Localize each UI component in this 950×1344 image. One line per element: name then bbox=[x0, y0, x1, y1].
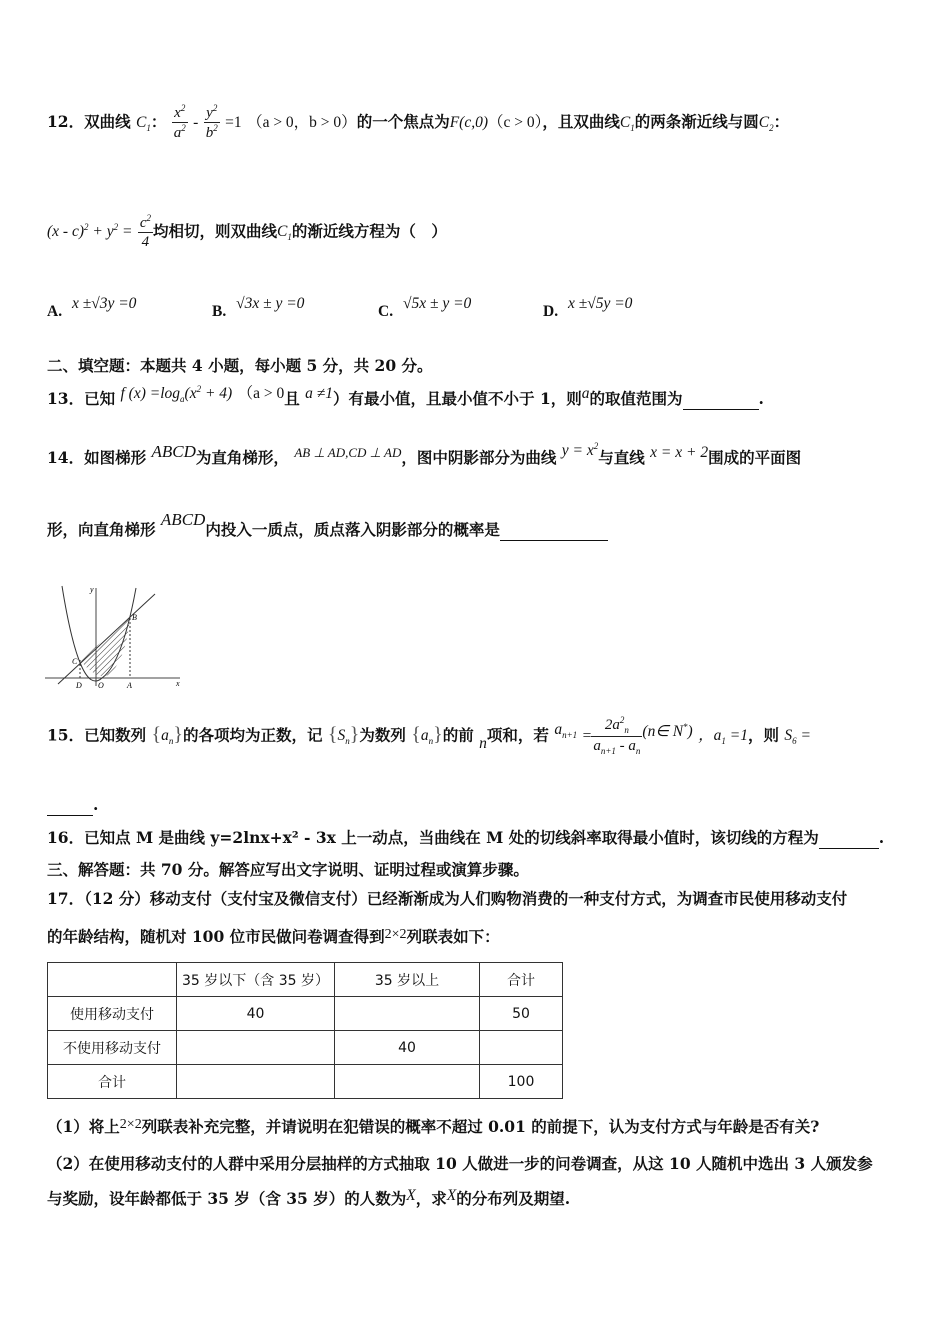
frac-c2-4: $\frac{c^2}{4}$ bbox=[139, 213, 152, 250]
table-cell: 35 岁以上 bbox=[335, 963, 480, 997]
table-cell bbox=[177, 1065, 335, 1099]
table-cell: 35 岁以下（含 35 岁） bbox=[177, 963, 335, 997]
q12-text-b: 的一个焦点为 bbox=[356, 111, 450, 131]
table-cell: 合计 bbox=[480, 963, 563, 997]
table-cell bbox=[335, 1065, 480, 1099]
contingency-table bbox=[47, 962, 563, 1099]
table-cell bbox=[48, 963, 177, 997]
q15-answer-blank bbox=[47, 796, 93, 816]
c1-symbol-3: $C_1$ bbox=[277, 223, 292, 243]
shaded-region bbox=[80, 618, 130, 676]
label-a: A bbox=[127, 681, 132, 690]
table-cell bbox=[335, 997, 480, 1031]
table-cell: 40 bbox=[177, 997, 335, 1031]
table-cell: 40 bbox=[335, 1031, 480, 1065]
q12-line2 bbox=[47, 214, 447, 251]
option-b: B. √3x ± y =0 bbox=[212, 295, 305, 320]
q14-answer-blank bbox=[500, 521, 608, 541]
option-c: C. √5x ± y =0 bbox=[378, 295, 472, 320]
q15-blank-line: . bbox=[47, 796, 98, 816]
table-cell: 100 bbox=[480, 1065, 563, 1099]
table-row bbox=[48, 997, 563, 1031]
q12-text-c: ，且双曲线 bbox=[542, 111, 620, 131]
table-cell bbox=[177, 1031, 335, 1065]
trapezoid-figure bbox=[40, 578, 190, 693]
c1-symbol-2: $C_1$ bbox=[619, 113, 635, 133]
q12-number: 12． bbox=[47, 111, 85, 131]
q13-answer-blank bbox=[683, 390, 759, 410]
q15-fraction: $\frac{2a^2_n}{a_{n+1} - a_n}$ bbox=[593, 715, 641, 756]
table-header-row bbox=[48, 963, 563, 997]
label-x: x bbox=[176, 679, 180, 688]
q14-line1: 14．如图梯形 ABCD为直角梯形， $^{AB \perp AD,CD \perp AD}$，图中阴影部分为曲线 $y = x^2$与直线 x = x + 2围成的平面图 bbox=[47, 440, 802, 467]
q17-line2: 的年龄结构，随机对 100 位市民做问卷调查得到2×2列联表如下： bbox=[47, 927, 500, 946]
table-cell: 使用移动支付 bbox=[48, 997, 177, 1031]
table-cell bbox=[480, 1031, 563, 1065]
label-c: C bbox=[72, 657, 78, 666]
q12-text: 双曲线 bbox=[84, 111, 131, 131]
q12-text-e: 均相切，则双曲线 bbox=[153, 221, 278, 241]
q12-cond: （a > 0，b > 0） bbox=[247, 113, 357, 131]
q12-text-f: 的渐近线方程为（ ） bbox=[291, 221, 447, 241]
table-row bbox=[48, 1065, 563, 1099]
q13: 13．已知 f $(x) =\log_a(x^2 + 4) (a > 0$且 a ≠1）有最小值，且最小值不小于 1，则a的取值范围为 . bbox=[47, 384, 764, 409]
q12-cond2: （c > 0） bbox=[488, 113, 543, 131]
table-cell: 50 bbox=[480, 997, 563, 1031]
label-d: D bbox=[76, 681, 82, 690]
c1-symbol: $C_1$ bbox=[136, 113, 151, 133]
q16-answer-blank bbox=[819, 829, 879, 849]
section-2-heading: 二、填空题：本题共 4 小题，每小题 5 分，共 20 分。 bbox=[47, 356, 433, 375]
q16: 16．已知点 M 是曲线 y=2lnx+x² - 3x 上一动点，当曲线在 M 处的切线斜率取得最小值时，该切线的方程为 . bbox=[47, 828, 885, 847]
q13-func: f $(x) =\log_a(x^2 + 4)$ bbox=[120, 384, 233, 405]
circle-eq: $(x - c)^2 + y^2$ = bbox=[47, 222, 133, 241]
q14-line2: 形，向直角梯形 ABCD内投入一质点，质点落入阴影部分的概率是 bbox=[47, 520, 608, 541]
q17-part1: （1）将上2×2列联表补充完整，并请说明在犯错误的概率不超过 0.01 的前提下，认为支付方式与年龄是否有关? bbox=[47, 1117, 820, 1136]
q12-text-d: 的两条渐近线与圆 bbox=[634, 111, 759, 131]
label-y: y bbox=[90, 585, 94, 594]
q12-colon: ： bbox=[150, 111, 167, 131]
table-cell: 合计 bbox=[48, 1065, 177, 1099]
q17-line1: 17．（12 分）移动支付（支付宝及微信支付）已经渐渐成为人们购物消费的一种支付方式，为调查市民使用移动支付 bbox=[47, 889, 848, 908]
section-3-heading: 三、解答题：共 70 分。解答应写出文字说明、证明过程或演算步骤。 bbox=[47, 860, 529, 879]
q17-part3: 与奖励，设年龄都低于 35 岁（含 35 岁）的人数为X，求X的分布列及期望. bbox=[47, 1187, 571, 1208]
q15: 15．已知数列 $\{a_n\}$的各项均为正数，记 $\{S_n\}$为数列 $\{a_n\}$的前 n项和，若 $a_{n+1}$ = $\frac{2a^2_n}{a_{n+1} - a_n}$ (n∈ N*) ，$a_1 =1$，则 $S_6$ = bbox=[47, 715, 811, 756]
option-a: A. x ±√3y =0 bbox=[47, 295, 137, 320]
focus: F(c,0) bbox=[449, 113, 488, 131]
table-cell: 不使用移动支付 bbox=[48, 1031, 177, 1065]
c2-symbol: $C_2$ bbox=[758, 113, 774, 133]
label-o: O bbox=[98, 681, 104, 690]
label-b: B bbox=[132, 613, 137, 622]
table-row bbox=[48, 1031, 563, 1065]
frac-x2-a2: $\frac{x^2}{a^2}$ bbox=[173, 103, 186, 141]
q17-part2: （2）在使用移动支付的人群中采用分层抽样的方式抽取 10 人做进一步的问卷调查，从这 10 人随机中选出 3 人颁发参 bbox=[47, 1154, 873, 1173]
frac-y2-b2: $\frac{y^2}{b^2}$ bbox=[205, 103, 218, 141]
q12-line1: 12．双曲线 $C_1$： $\frac{x^2}{a^2}$ - $\frac{y^2}{b^2}$ =1 （a > 0，b > 0）的一个焦点为F(c,0)（c > 0），且双曲线$C_1$的两条渐近线与圆$C_2$： bbox=[47, 103, 790, 141]
eq-one: =1 bbox=[225, 113, 242, 131]
option-d: D. x ±√5y =0 bbox=[543, 295, 633, 320]
q12-colon-2: ： bbox=[773, 111, 790, 131]
